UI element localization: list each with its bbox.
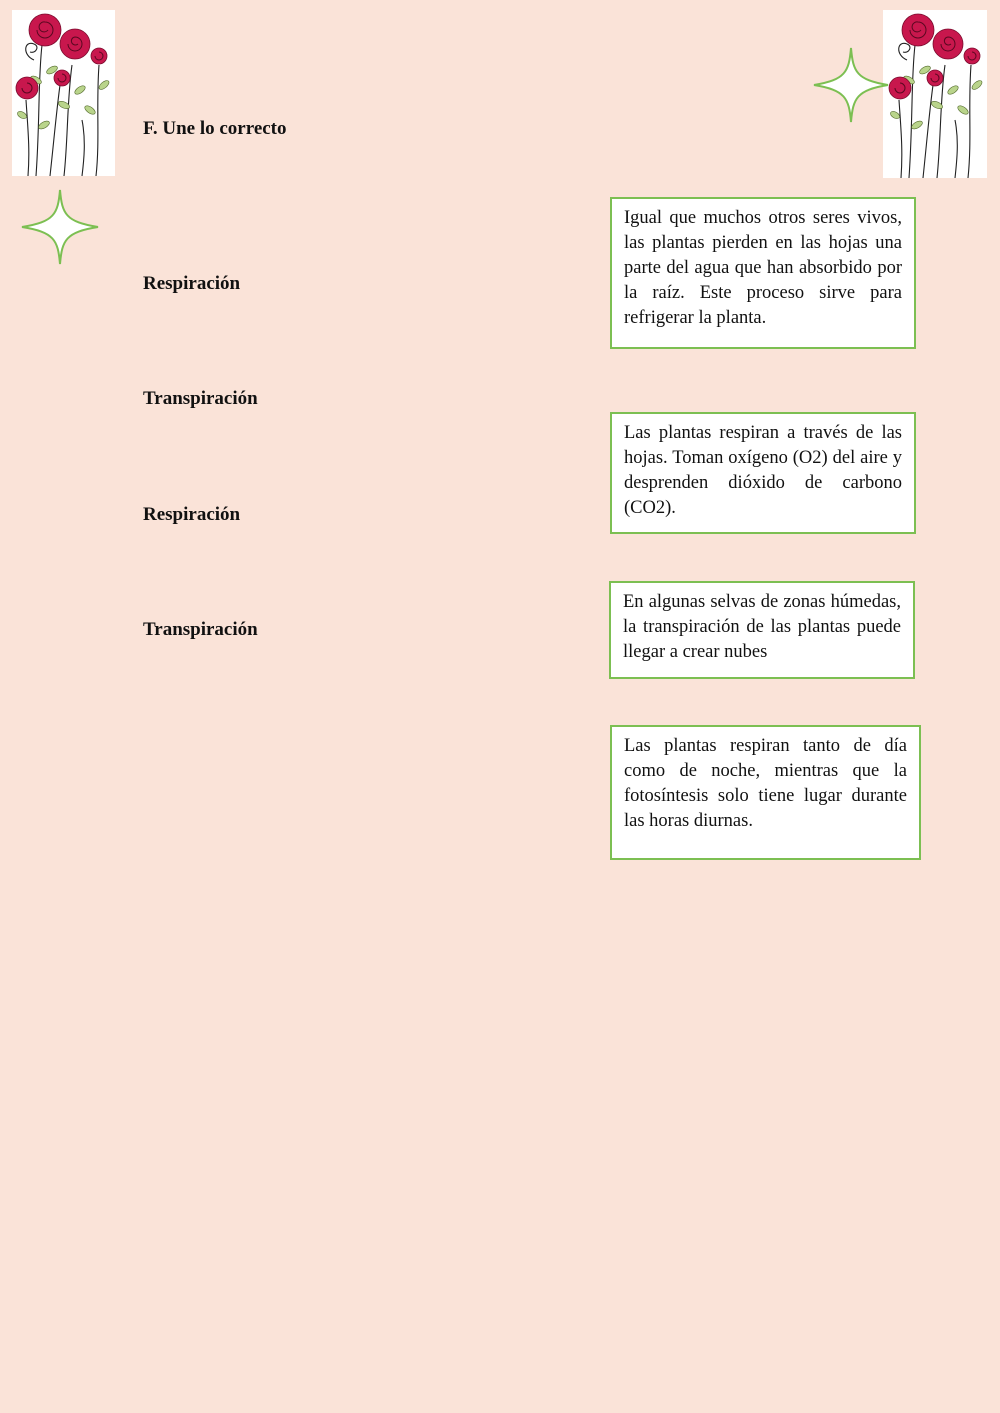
four-point-star-icon <box>20 188 100 266</box>
roses-illustration-right <box>883 10 987 178</box>
definition-box[interactable]: Las plantas respiran a través de las hojas. Toman oxígeno (O2) del aire y desprenden dióxido de carbono (CO2). <box>610 412 916 534</box>
definition-box[interactable]: En algunas selvas de zonas húmedas, la transpiración de las plantas puede llegar a crear nubes <box>609 581 915 679</box>
roses-icon <box>883 10 987 178</box>
four-point-star-icon <box>812 46 890 124</box>
term-item[interactable]: Respiración <box>143 504 241 525</box>
worksheet-title: F. Une lo correcto <box>143 118 287 139</box>
definition-box[interactable]: Igual que muchos otros seres vivos, las plantas pierden en las hojas una parte del agua que han absorbido por la raíz. Este proceso sirve para refrigerar la planta. <box>610 197 916 349</box>
term-item[interactable]: Transpiración <box>143 619 258 640</box>
definition-box[interactable]: Las plantas respiran tanto de día como de noche, mientras que la fotosíntesis solo tiene lugar durante las horas diurnas. <box>610 725 921 860</box>
roses-illustration-left <box>12 10 115 176</box>
roses-icon <box>12 10 115 176</box>
term-item[interactable]: Transpiración <box>143 388 258 409</box>
term-item[interactable]: Respiración <box>143 273 241 294</box>
